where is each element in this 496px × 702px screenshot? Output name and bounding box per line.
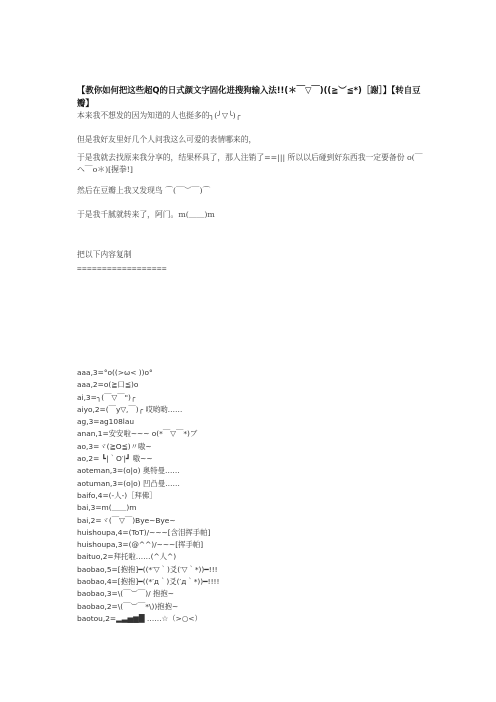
list-item: baobao,2=\(￣︶￣*\))抱抱~ [77,601,179,611]
list-item: anan,1=安安啦~~~ o(*￣▽￣*)ブ [77,429,198,439]
list-item: aoteman,3=(o|o) 奥特曼…… [77,466,180,476]
list-item: baobao,5=[抱抱]━((*′▽｀)爻(′▽｀*))━!!! [77,564,218,574]
list-item: aiyo,2=(￣y▽,￣)╭ 哎哟哟…… [77,404,183,414]
paragraph-douban: 然后在豆瓣上我又发现鸟 ⌒(￣︶￣)⌒ [77,186,211,195]
document-title: 【教你如何把这些超Q的日式颜文字固化进搜狗输入法!!(＊￣▽￣)((≧︶≦*)［謝］】【转自豆瓣】 [77,85,421,108]
list-item: ag,3=ag108lau [77,417,135,427]
list-item: ao,2= ┗|｀O′|┛ 嗷~~ [77,454,153,464]
list-item: baotou,2=▂▃▅▆█ ……☆（>○<） [77,613,202,623]
list-item: huishoupa,4=(ToT)/~~~[含泪挥手帕] [77,527,211,537]
paragraph-amen: 于是我千腻就转来了，阿门。m(＿＿)m [77,210,215,219]
list-item: huishoupa,3=(@^^)/~~~[挥手帕] [77,540,204,550]
paragraph-copy-instruction: 把以下内容复制 [77,250,132,259]
paragraph-friends: 但是我好友里好几个人问我这么可爱的表情哪来的， [77,135,257,144]
list-item: bai,3=m(＿＿)m [77,503,137,513]
paragraph-backup: 于是我就去找原来我分享的，结果杯具了，那人注销了==||| 所以以后碰到好东西我一定要备份 o(￣ヘ￣o＊)[握拳!] [77,153,423,174]
separator-line: ================== [77,264,167,273]
list-item: baituo,2=拜托啦……(^人^) [77,552,177,562]
list-item: baobao,3=\(￣︶￣)/ 抱抱~ [77,589,174,599]
list-item: aaa,3=°o((>ω< ))o° [77,368,153,377]
list-item: ai,3=╮(￣▽￣")╭ [77,392,136,402]
list-item: baifo,4=(-人-)［拜佛］ [77,490,157,500]
list-item: baobao,4=[抱抱]━((*′д｀)爻(′д｀*))━!!!! [77,577,220,587]
list-item: bai,2=ヾ(￣▽￣)Bye~Bye~ [77,515,176,525]
paragraph-intro: 本来我不想发的因为知道的人也挺多的╮(╯▽╰)╭ [77,111,241,120]
emoticon-list [77,367,422,625]
list-item: aotuman,3=(o|o) 凹凸曼…… [77,478,180,488]
list-item: ao,3=ヾ(≧O≦)〃嗷~ [77,441,152,451]
list-item: aaa,2=o(≧口≦)o [77,380,139,390]
